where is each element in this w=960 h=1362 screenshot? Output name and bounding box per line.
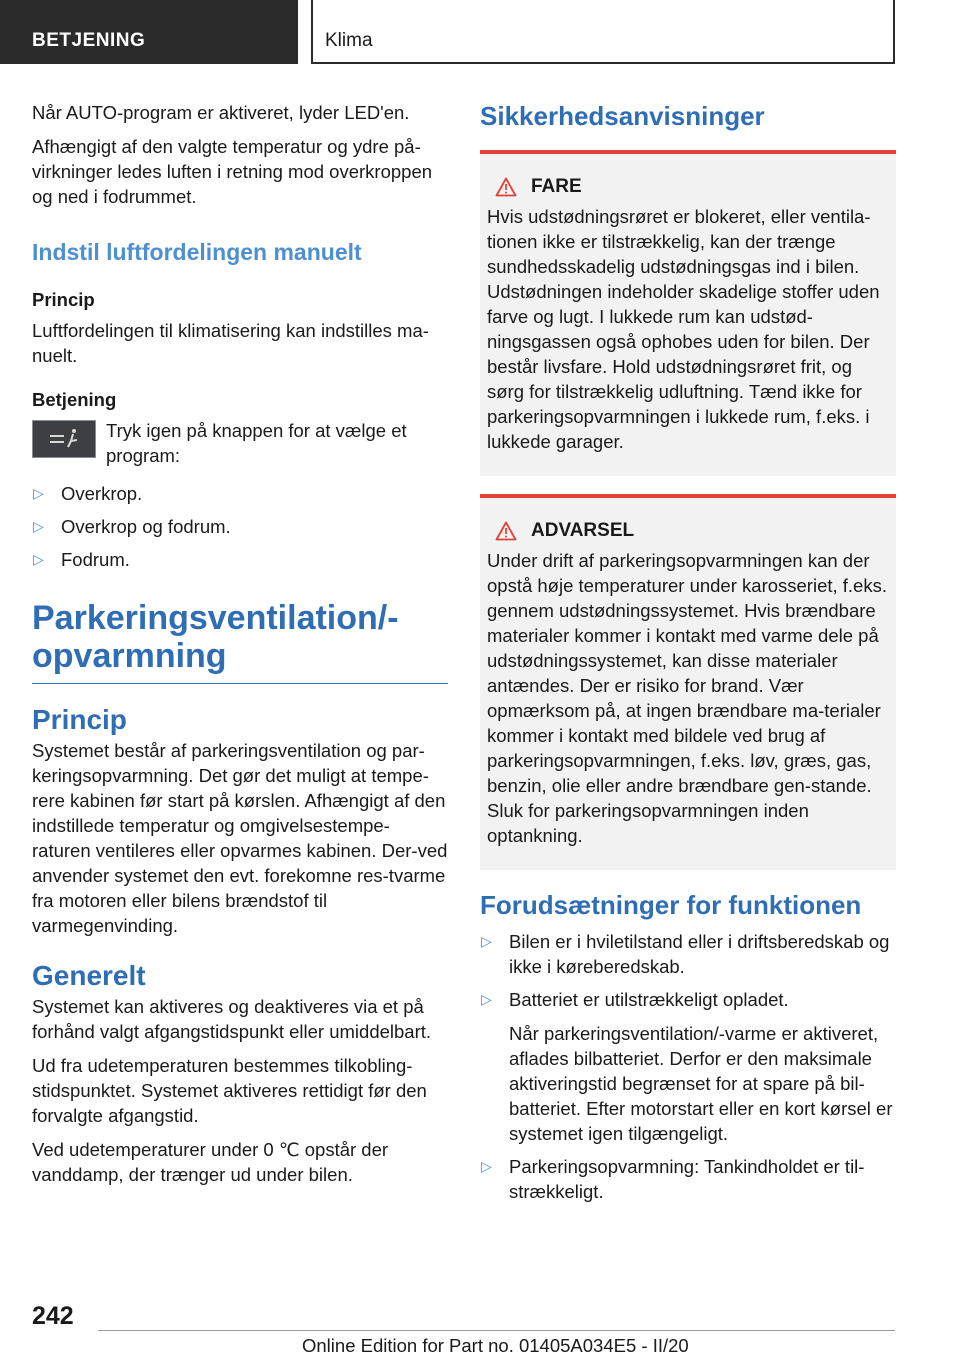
list-item: ▷ Overkrop.: [33, 483, 143, 504]
heading-parking-ventilation: Parkeringsventilation/-opvarmning: [32, 599, 448, 684]
footer-edition: Online Edition for Part no. 01405A034E5 - II/20: [302, 1335, 689, 1356]
heading-generelt: Generelt: [32, 960, 146, 991]
warning-box-advarsel: [480, 494, 896, 870]
section-title: BETJENING: [32, 30, 146, 51]
chapter-title: Klima: [325, 30, 373, 51]
header-section: [0, 0, 298, 64]
warning-text: Hvis udstødningsrøret er blokeret, eller ventila-tionen ikke er tilstrækkelig, kan der trænge sundhedsskadelig udstødningsgas ind i bilen. Udstødningen indeholder skadelige stoffer uden farve og lugt. I lukkede rum kan udstød-ningsgassen også ophobes uden for bilen. Der består livsfare. Hold udstødningsrøret frit, og sørg for tilstrækkelig udluftning. Tænd ikke for parkeringsopvarmningen i lukkede rum, f.eks. i lukkede garager.: [487, 206, 880, 452]
program-list: [32, 481, 448, 572]
air-distribution-icon: [32, 420, 96, 458]
right-column: [480, 100, 896, 1212]
list-item: ▷ Parkeringsopvarmning: Tankindholdet er til-strækkeligt.: [481, 1156, 865, 1202]
operation-text: Tryk igen på knappen for at vælge et program:: [106, 420, 407, 466]
list-item: ▷ Overkrop og fodrum.: [33, 516, 231, 537]
warning-header: [487, 176, 888, 198]
bullet-triangle-icon: ▷: [33, 485, 44, 501]
bullet-triangle-icon: ▷: [33, 551, 44, 567]
paragraph: Afhængigt af den valgte temperatur og ydre på-virkninger ledes luften i retning mod overkroppen og ned i fodrummet.: [32, 136, 433, 207]
footer-divider: [98, 1330, 895, 1331]
list-item-detail: Når parkeringsventilation/-varme er aktiveret, aflades bilbatteriet. Derfor er den maksimale aktiveringstid begrænset for at spare på bil-batteriet. Efter motorstart eller en kort kørsel er systemet igen tilgængeligt.: [509, 1023, 893, 1144]
heading-princip: Princip: [32, 704, 127, 735]
warning-triangle-icon: [495, 521, 517, 541]
paragraph: Systemet kan aktiveres og deaktiveres via et på forhånd valgt afgangstidspunkt eller umiddelbart.: [32, 996, 432, 1042]
warning-title: FARE: [531, 176, 582, 197]
subheading-betjening: Betjening: [32, 389, 117, 410]
paragraph: Ved udetemperaturer under 0 ℃ opstår der vanddamp, der trænger ud under bilen.: [32, 1139, 389, 1185]
bullet-triangle-icon: ▷: [481, 1158, 492, 1174]
header-chapter: [311, 0, 895, 64]
paragraph: Når AUTO-program er aktiveret, lyder LED'en.: [32, 102, 410, 123]
heading-safety: Sikkerhedsanvisninger: [480, 101, 765, 131]
warning-header: [487, 520, 888, 542]
list-item: ▷ Fodrum.: [33, 549, 130, 570]
warning-triangle-icon: [495, 177, 517, 197]
bullet-triangle-icon: ▷: [481, 933, 492, 949]
bullet-triangle-icon: ▷: [33, 518, 44, 534]
operation-row: [32, 418, 448, 468]
list-item: ▷ Batteriet er utilstrækkeligt opladet. Når parkeringsventilation/-varme er aktiveret, aflades bilbatteriet. Derfor er den maksimale aktiveringstid begrænset for at spare på bil-batteriet. Efter motorstart eller en kort kørsel er systemet igen tilgængeligt.: [480, 987, 896, 1146]
warning-box-danger: [480, 150, 896, 476]
warning-text: Under drift af parkeringsopvarmningen kan der opstå høje temperaturer under karosseriet, f.eks. gennem udstødningssystemet. Hvis brændbare materialer kommer i kontakt med varme dele på udstødningssystemet, kan disse materialer antændes. Der er risiko for brand. Vær opmærksom på, at ingen brændbare ma-terialer kommer i kontakt med bildele ved brug af parkeringsopvarmningen, f.eks. løv, græs, gas, benzin, olie eller andre brændbare gen-stande. Sluk for parkeringsopvarmningen inden optankning.: [487, 550, 887, 846]
paragraph: Luftfordelingen til klimatisering kan indstilles ma-nuelt.: [32, 320, 429, 366]
bullet-triangle-icon: ▷: [481, 991, 492, 1007]
paragraph: Ud fra udetemperaturen bestemmes tilkobling-stidspunktet. Systemet aktiveres rettidigt før den forvalgte afgangstid.: [32, 1055, 427, 1126]
heading-manual-distribution: Indstil luftfordelingen manuelt: [32, 239, 362, 265]
left-column: [32, 100, 448, 1196]
heading-prerequisites: Forudsætninger for funktionen: [480, 890, 862, 920]
paragraph: Systemet består af parkeringsventilation og par-keringsopvarmning. Det gør det muligt at tempe-rere kabinen før start på kørslen. Afhængigt af den indstillede temperatur og omgivelsestempe-raturen ventileres eller opvarmes kabinen. Der-ved anvender systemet den evt. forekomne res-tvarme fra motoren eller bilens brændstof til varmegenvinding.: [32, 740, 448, 936]
subheading-princip: Princip: [32, 289, 95, 310]
list-item: ▷ Bilen er i hviletilstand eller i driftsberedskab og ikke i køreberedskab.: [481, 931, 890, 977]
page-number: 242: [32, 1302, 74, 1330]
warning-title: ADVARSEL: [531, 520, 635, 541]
prerequisites-list: [480, 929, 896, 1204]
